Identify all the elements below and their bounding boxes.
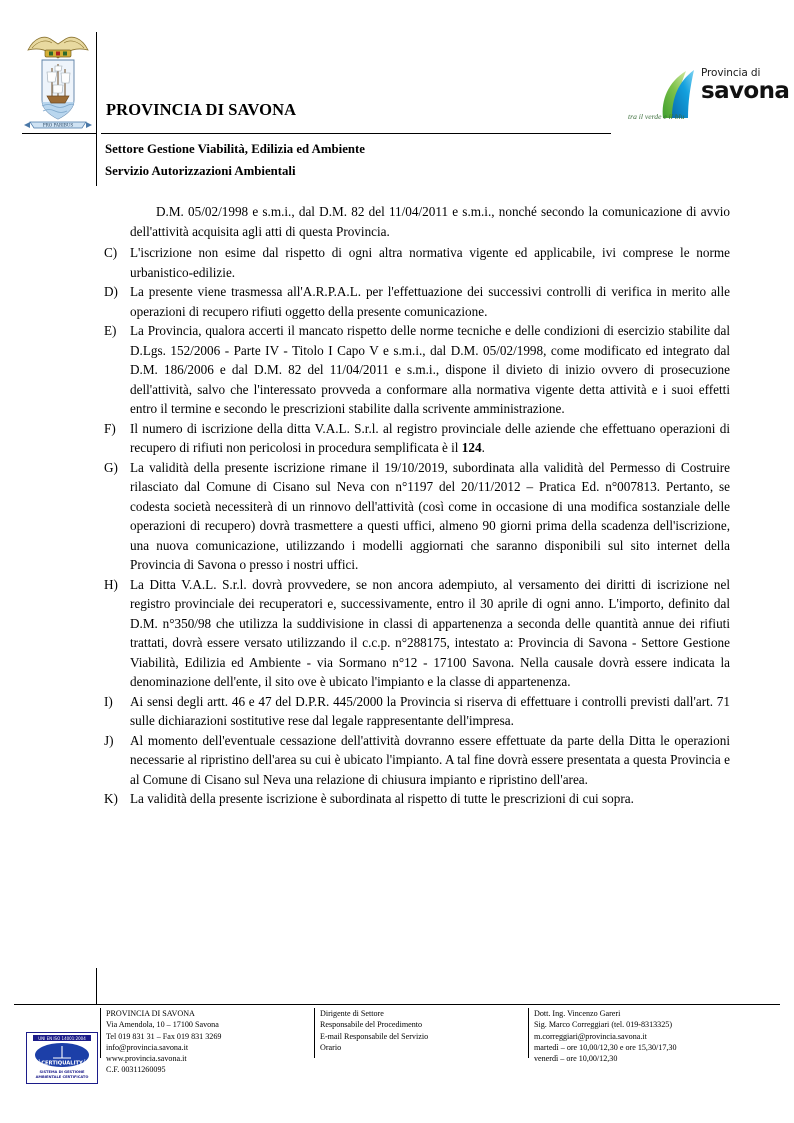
registration-number: 124 (461, 440, 482, 455)
footer-email-link[interactable]: m.correggiari@provincia.savona.it (534, 1031, 647, 1041)
list-item (104, 282, 730, 321)
list-item-text: La presente viene trasmessa all'A.R.P.A.L. per l'effettuazione dei successivi controlli di verifica in merito alle operazioni di recupero rifiuti oggetto della presente comunicazione. (130, 284, 730, 319)
savona-coat-of-arms-icon (22, 28, 94, 133)
list-item-text: Ai sensi degli artt. 46 e 47 del D.P.R. 445/2000 la Provincia si riserva di effettuare i controlli previsti dall'art. 71 sulle dichiarazioni sostitutive rese dal legale rappresentante dell'impresa. (130, 693, 730, 728)
footer-email-link[interactable]: info@provincia.savona.it (106, 1042, 189, 1052)
footer-line: C.F. 00311260095 (106, 1065, 166, 1075)
footer-line: Responsabile del Procedimento (320, 1020, 423, 1030)
footer-line: PROVINCIA DI SAVONA (106, 1009, 195, 1018)
department-name: Settore Gestione Viabilità, Edilizia ed Ambiente (105, 142, 365, 156)
logo-wordmark (701, 68, 789, 103)
svg-text:AMBIENTALE CERTIFICATO: AMBIENTALE CERTIFICATO (35, 1075, 89, 1079)
list-marker: D) (104, 284, 118, 299)
list-marker: H) (104, 576, 118, 592)
footer-line: E-mail Responsabile del Servizio (320, 1031, 429, 1041)
list-item-text (130, 419, 730, 458)
list-item-text: La validità della presente iscrizione rimane il 19/10/2019, subordinata alla validità del Permesso di Costruire rilasciato dal Comune di Cisano sul Neva con n°1197 del 20/11/2012 – Pratica Ed. n°007813. Pertanto, se codesta società necessiterà di un rinnovo dell'attività (così come in occasione di una modifica sostanziale delle operazioni di recupero) dovrà trasmettere a questi uffici, almeno 90 giorni prima della scadenza dell'iscrizione, una nuova comunicazione, utilizzando i modelli aggiornati che saranno disponibili sul sito internet della Provincia di Savona o presso i nostri uffici. (130, 459, 730, 572)
logo-tagline: tra il verde e il blu (628, 112, 685, 121)
footer-website-link[interactable]: www.provincia.savona.it (106, 1054, 187, 1064)
list-marker: C) (104, 245, 118, 260)
list-item (104, 321, 730, 419)
list-item-text-after: . (481, 440, 485, 455)
list-item (104, 731, 730, 790)
footer-line: Sig. Marco Correggiari (tel. 019-8313325) (534, 1020, 673, 1030)
intro-paragraph: D.M. 05/02/1998 e s.m.i., dal D.M. 82 del 11/04/2011 e s.m.i., nonché secondo la comunicazione di avvio dell'attività acquisita agli atti di questa Provincia. (130, 204, 730, 239)
list-item (104, 575, 730, 692)
header-left-divider (22, 133, 96, 134)
svg-text:SISTEMA DI GESTIONE: SISTEMA DI GESTIONE (39, 1070, 85, 1074)
footer-column-roles (320, 1008, 525, 1053)
list-item (104, 789, 730, 809)
footer-column-contact (106, 1008, 311, 1076)
list-item (104, 419, 730, 458)
list-item (104, 243, 730, 282)
footer-line: martedì – ore 10,00/12,30 e ore 15,30/17,30 (534, 1042, 677, 1052)
footer-body-vertical-divider (96, 968, 97, 1004)
list-marker: J) (104, 732, 114, 748)
footer-column-people (534, 1008, 780, 1064)
provincia-savona-logo (628, 67, 790, 124)
list-marker: K) (104, 791, 118, 806)
list-marker: F) (104, 420, 116, 436)
page-title: PROVINCIA DI SAVONA (106, 100, 297, 119)
document-body (104, 202, 730, 809)
footer-column-divider (100, 1008, 101, 1058)
list-marker: I) (104, 693, 113, 709)
footer-line: venerdì – ore 10,00/12,30 (534, 1054, 618, 1064)
footer-column-divider (528, 1008, 529, 1058)
svg-text:UNI EN ISO 14001:2004: UNI EN ISO 14001:2004 (38, 1035, 86, 1041)
list-item-text: La Ditta V.A.L. S.r.l. dovrà provvedere, se non ancora adempiuto, al versamento dei diritti di iscrizione nel registro provinciale dei recuperatori e, successivamente, entro il 30 aprile di ogni anno. L'importo, definito dal D.M. n°350/98 che utilizza la suddivisione in classi di appartenenza a seconda delle quantità annue dei rifiuti trattati, dovrà essere versato utilizzando il c.c.p. n°288175, intestato a: Provincia di Savona - Settore Gestione Viabilità, Edilizia ed Ambiente - via Sormano n°12 - 17100 Savona. Nella causale dovrà essere indicata la denominazione dell'ente, il sito ove è ubicato l'impianto e la classe di appartenenza. (130, 576, 730, 689)
footer-divider (14, 1004, 780, 1005)
footer-line: Tel 019 831 31 – Fax 019 831 3269 (106, 1031, 222, 1041)
footer-line: Via Amendola, 10 – 17100 Savona (106, 1020, 219, 1030)
header-divider (101, 133, 611, 134)
footer-line: Dott. Ing. Vincenzo Gareri (534, 1009, 621, 1018)
list-marker: E) (104, 323, 117, 338)
document-footer (14, 1008, 780, 1108)
logo-big-text: savona (701, 77, 790, 104)
footer-column-divider (314, 1008, 315, 1058)
list-item-text: La Provincia, qualora accerti il mancato rispetto delle norme tecniche e delle condizioni di esercizio stabilite dal D.Lgs. 152/2006 - Parte IV - Titolo I Capo V e s.m.i., dal D.M. 05/02/1998, come modificato ed integrato dal D.M. 186/2006 e dal D.M. 82 del 11/04/2011 e s.m.i., dispone il divieto di inizio ovvero di prosecuzione dell'attività, salvo che l'interessato provveda a conformare alla normativa vigente detta attività e i suoi effetti entro il termine e secondo le prescrizioni stabilite dalla scrivente amministrazione. (130, 323, 730, 416)
certiquality-certification-icon (26, 1032, 98, 1084)
footer-line: Dirigente di Settore (320, 1009, 384, 1018)
svg-text:CERTIQUALITY: CERTIQUALITY (41, 1060, 83, 1067)
list-item-text: Al momento dell'eventuale cessazione dell'attività dovranno essere effettuate da parte della Ditta le operazioni necessarie al ripristino dell'area su cui è ubicato l'impianto. A tal fine dovrà essere presentata a questa Provincia e al Comune di Cisano sul Neva una relazione di chiusura impianto e ripristino dell'area. (130, 732, 730, 787)
service-name: Servizio Autorizzazioni Ambientali (105, 164, 296, 178)
list-item-text: La validità della presente iscrizione è subordinata al rispetto di tutte le prescrizioni di cui sopra. (130, 791, 634, 806)
header-vertical-divider (96, 32, 97, 186)
svg-text:PRO PARIBUS: PRO PARIBUS (42, 122, 74, 128)
footer-line: Orario (320, 1042, 342, 1052)
list-item-text-before: Il numero di iscrizione della ditta V.A.L. S.r.l. al registro provinciale delle aziende che effettuano operazioni di recupero di rifiuti non pericolosi in procedura semplificata è il (130, 420, 730, 455)
list-item-text: L'iscrizione non esime dal rispetto di ogni altra normativa vigente ed applicabile, ivi comprese le norme urbanistico-edilizie. (130, 245, 730, 280)
list-marker: G) (104, 459, 118, 475)
logo-small-text: Provincia di (701, 67, 761, 79)
list-item (104, 692, 730, 731)
list-item (104, 458, 730, 575)
document-header (0, 0, 794, 196)
